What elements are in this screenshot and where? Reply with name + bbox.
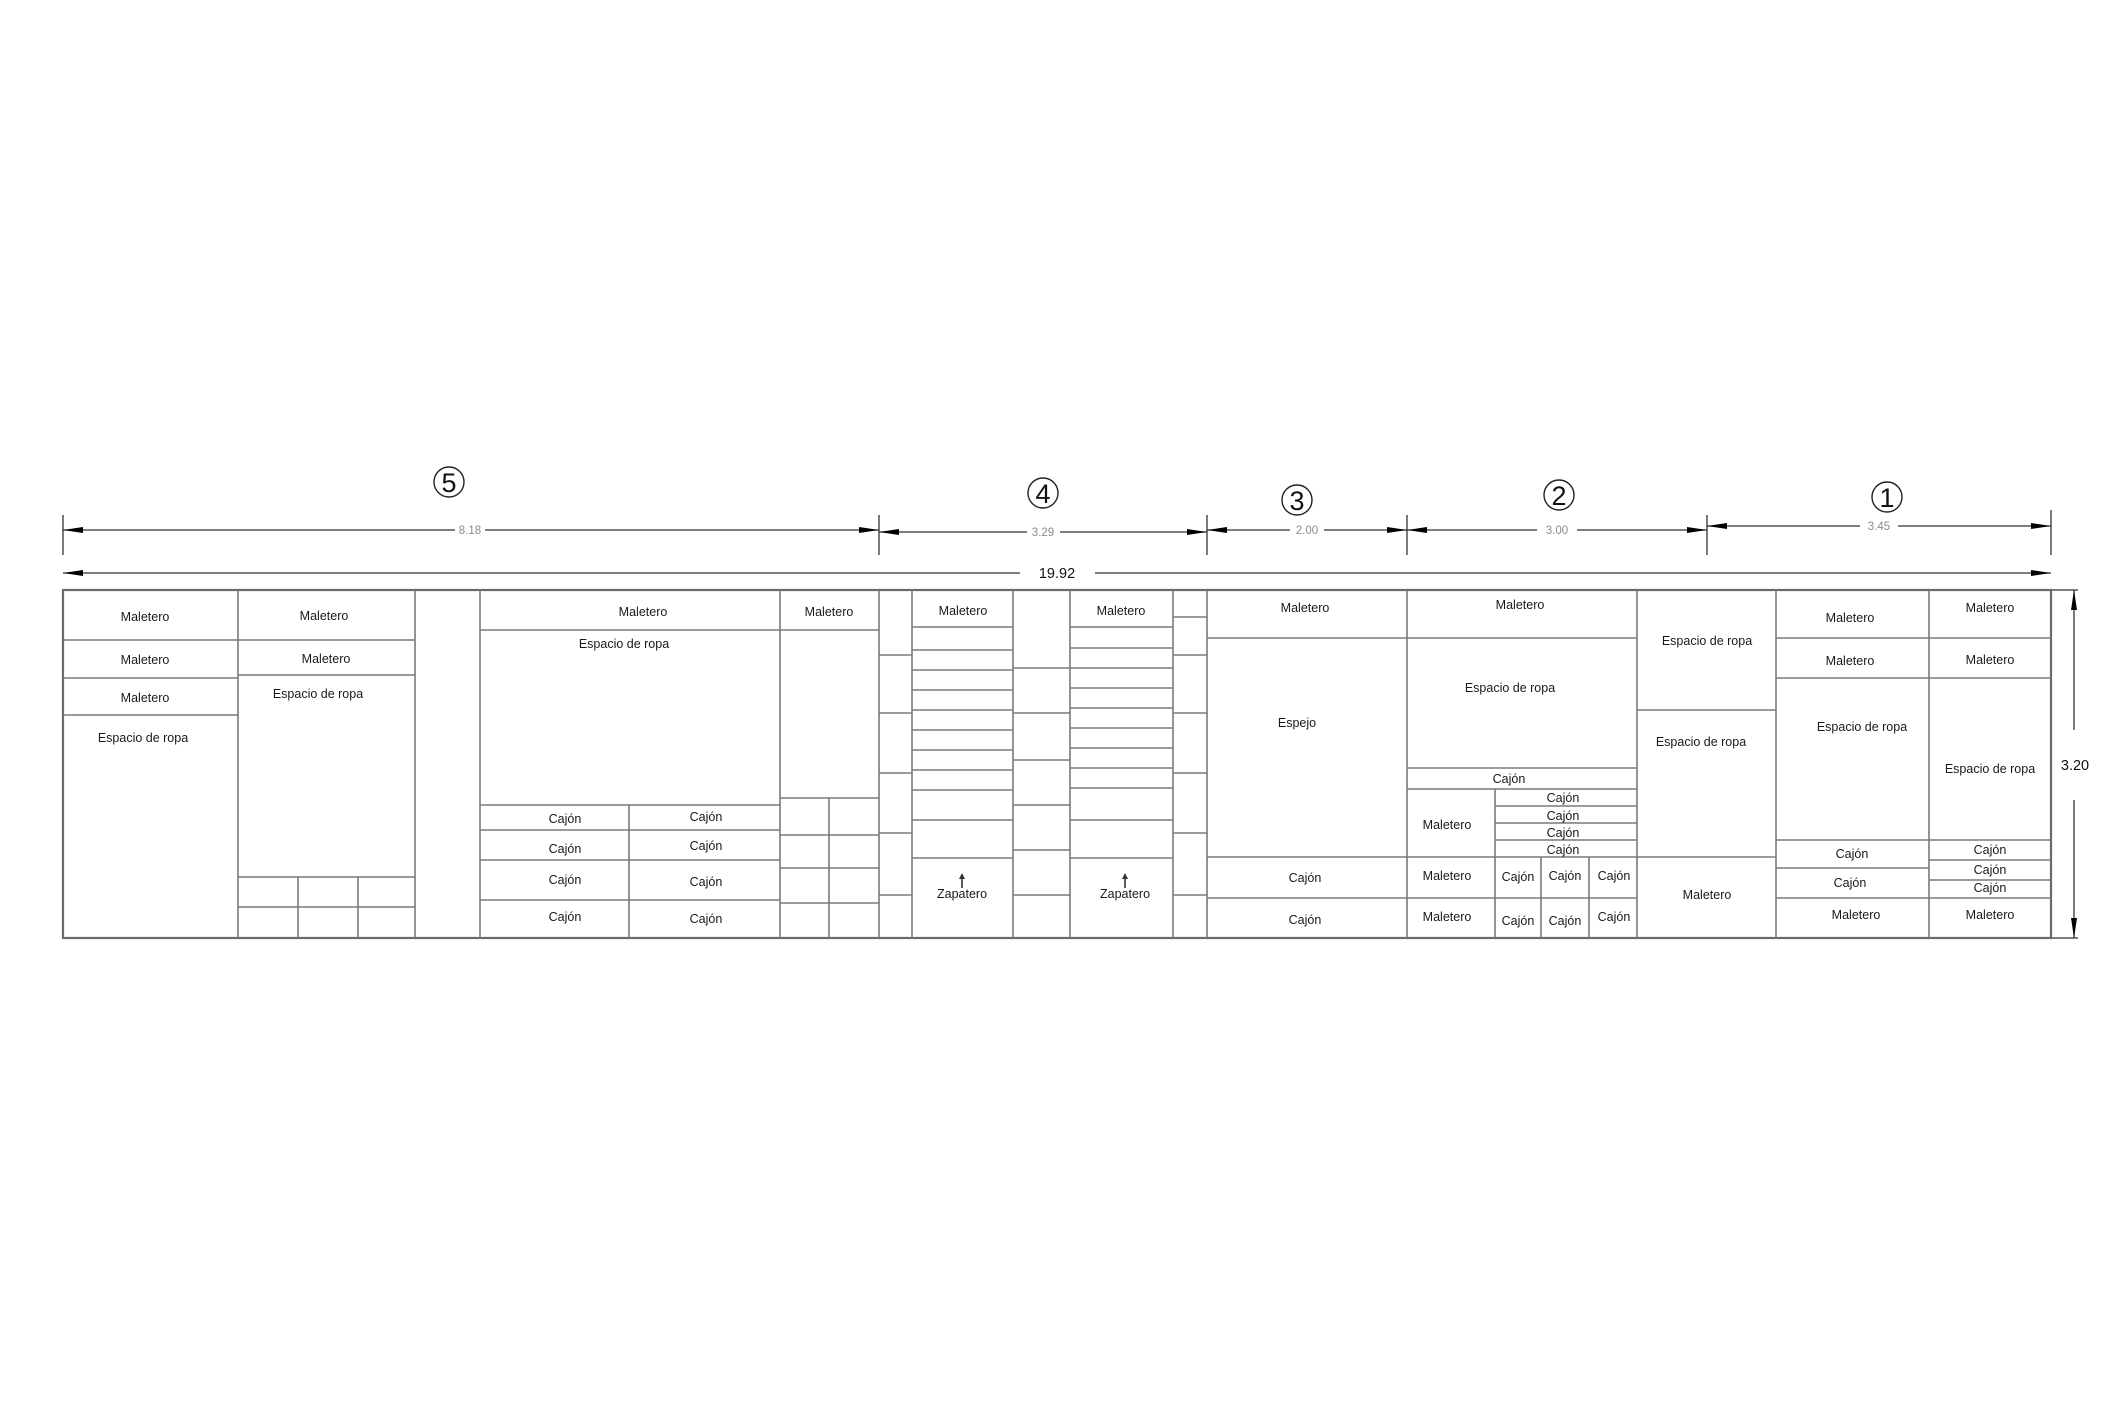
section-3 (1207, 590, 1407, 938)
label-maletero: Maletero (1825, 611, 1875, 625)
label-cajon: Cajón (1835, 847, 1869, 861)
label-maletero: Maletero (1682, 888, 1732, 902)
label-cajon: Cajón (1501, 870, 1535, 884)
label-espacio-de-ropa: Espacio de ropa (578, 637, 670, 651)
height-dimension (2052, 590, 2089, 938)
label-cajon: Cajón (689, 839, 723, 853)
label-cajon: Cajón (689, 912, 723, 926)
label-maletero: Maletero (1965, 908, 2015, 922)
label-maletero: Maletero (1422, 869, 1472, 883)
section-1 (1776, 590, 2051, 938)
label-maletero: Maletero (1422, 910, 1472, 924)
label-cajon: Cajón (1973, 863, 2007, 877)
section-4 (879, 590, 1207, 938)
dimension-segment-1: 3.45 (1867, 521, 1891, 533)
label-cajon: Cajón (1597, 869, 1631, 883)
label-cajon: Cajón (548, 910, 582, 924)
label-cajon: Cajón (1546, 809, 1580, 823)
label-espacio-de-ropa: Espacio de ropa (1464, 681, 1556, 695)
label-cajon: Cajón (1546, 791, 1580, 805)
section-5 (63, 590, 879, 938)
label-cajon: Cajón (1548, 914, 1582, 928)
label-maletero: Maletero (1831, 908, 1881, 922)
label-cajon: Cajón (548, 842, 582, 856)
label-cajon: Cajón (1546, 826, 1580, 840)
label-espacio-de-ropa: Espacio de ropa (272, 687, 364, 701)
label-maletero: Maletero (1965, 653, 2015, 667)
dimension-segment-3: 2.00 (1295, 525, 1319, 537)
label-cajon: Cajón (1288, 871, 1322, 885)
label-maletero: Maletero (1422, 818, 1472, 832)
label-espejo: Espejo (1277, 716, 1317, 730)
label-cajon: Cajón (1546, 843, 1580, 857)
section-number-1: 1 (1879, 483, 1895, 513)
dimension-total: 19.92 (1038, 566, 1076, 582)
label-maletero: Maletero (120, 610, 170, 624)
section-number-2: 2 (1551, 481, 1567, 511)
label-cajon: Cajón (548, 873, 582, 887)
label-espacio-de-ropa: Espacio de ropa (1944, 762, 2036, 776)
section-number-3: 3 (1289, 486, 1305, 516)
label-maletero: Maletero (804, 605, 854, 619)
label-cajon: Cajón (1973, 881, 2007, 895)
label-maletero: Maletero (1965, 601, 2015, 615)
segment-dimensions (63, 467, 2051, 555)
label-maletero: Maletero (1280, 601, 1330, 615)
label-maletero: Maletero (301, 652, 351, 666)
closet-outline (63, 590, 2051, 938)
label-zapatero: Zapatero (1099, 887, 1151, 901)
label-maletero: Maletero (1096, 604, 1146, 618)
label-maletero: Maletero (120, 691, 170, 705)
label-maletero: Maletero (299, 609, 349, 623)
label-maletero: Maletero (1495, 598, 1545, 612)
label-cajon: Cajón (1973, 843, 2007, 857)
label-cajon: Cajón (1597, 910, 1631, 924)
label-cajon: Cajón (1288, 913, 1322, 927)
label-zapatero: Zapatero (936, 887, 988, 901)
label-cajon: Cajón (1548, 869, 1582, 883)
label-espacio-de-ropa: Espacio de ropa (1816, 720, 1908, 734)
total-dimension (63, 566, 2051, 582)
label-cajon: Cajón (548, 812, 582, 826)
label-espacio-de-ropa: Espacio de ropa (1661, 634, 1753, 648)
section-number-4: 4 (1035, 479, 1051, 509)
label-maletero: Maletero (618, 605, 668, 619)
label-cajon: Cajón (689, 810, 723, 824)
label-cajon: Cajón (1501, 914, 1535, 928)
label-cajon: Cajón (1833, 876, 1867, 890)
dimension-segment-4: 3.29 (1031, 527, 1055, 539)
label-maletero: Maletero (1825, 654, 1875, 668)
section-2 (1407, 590, 1776, 938)
section-number-5: 5 (441, 468, 457, 498)
label-cajon: Cajón (689, 875, 723, 889)
label-espacio-de-ropa: Espacio de ropa (1655, 735, 1747, 749)
label-espacio-de-ropa: Espacio de ropa (97, 731, 189, 745)
label-maletero: Maletero (938, 604, 988, 618)
label-cajon: Cajón (1492, 772, 1526, 786)
dimension-segment-2: 3.00 (1545, 525, 1569, 537)
dimension-segment-5: 8.18 (458, 525, 482, 537)
dimension-height: 3.20 (2060, 758, 2090, 774)
label-maletero: Maletero (120, 653, 170, 667)
